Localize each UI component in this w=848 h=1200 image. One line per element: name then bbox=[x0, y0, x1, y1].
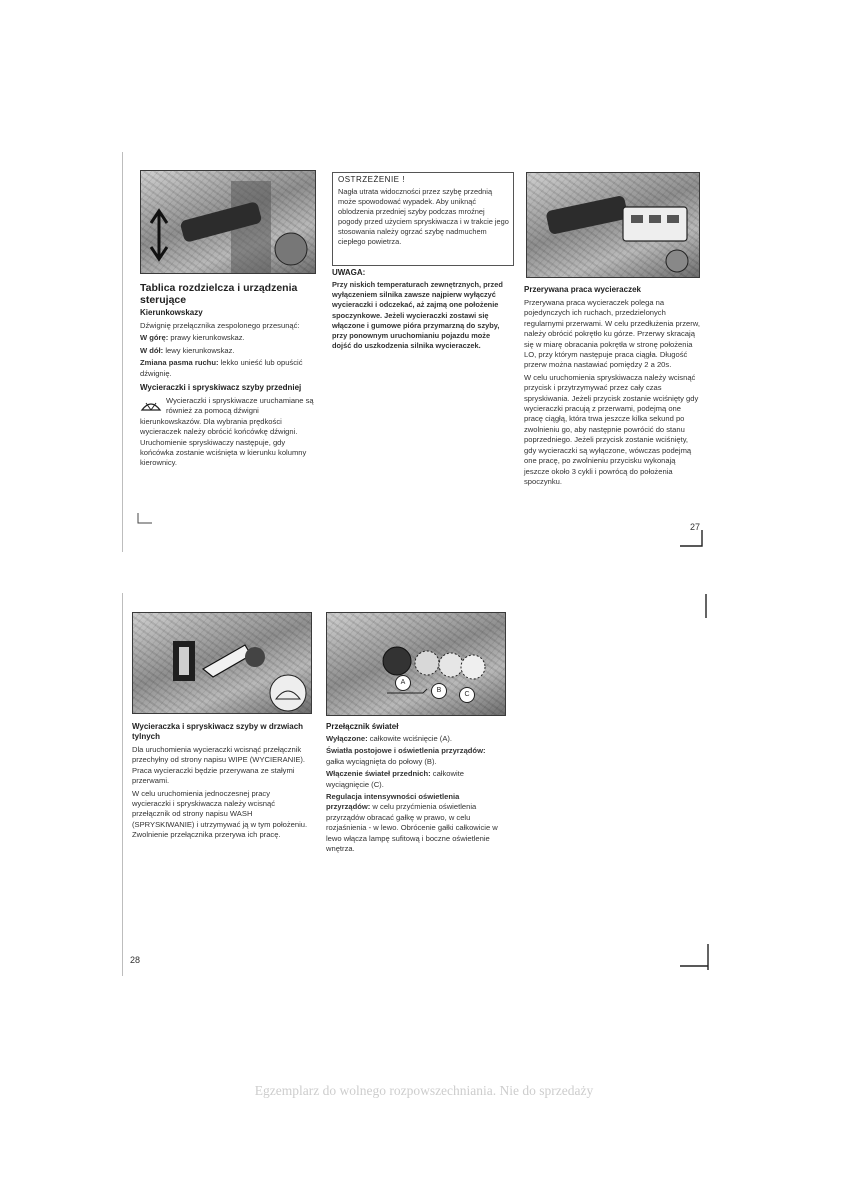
label-parking: Światła postojowe i oświetlenia przyrządów: bbox=[326, 746, 486, 756]
paragraph-off bbox=[326, 734, 504, 744]
paragraph-lane-change bbox=[140, 358, 318, 379]
text-off: całkowite wciśnięcie (A). bbox=[367, 734, 453, 743]
text-headlights: całkowite wyciągnięcie (C). bbox=[326, 769, 464, 789]
label-off: Wyłączone: bbox=[326, 734, 368, 743]
warning-title: OSTRZEŻENIE ! bbox=[338, 175, 405, 184]
text-up: prawy kierunkowskaz. bbox=[168, 333, 245, 343]
section-title-intermittent: Przerywana praca wycieraczek bbox=[524, 285, 641, 294]
bottom-col2 bbox=[326, 722, 504, 856]
photo-rear-switch-drawing bbox=[133, 613, 311, 713]
text-lane-change: lekko unieść lub opuścić dźwignię. bbox=[140, 358, 303, 378]
paragraph-intermittent: Przerywana praca wycieraczek polega na pojedynczych ich ruchach, przedzielonych regularnymi przerwami. W celu przedłużenia przerw, należy obrócić pokrętło ku górze. Przerwy skracają się w miarę obracania pokrętła w stronę położenia LO, przy którym następuje praca ciągła. Długość przerw można nastawiać pomiędzy 2 a 20s. bbox=[524, 298, 700, 370]
photo-turn-signal-stalk bbox=[140, 170, 316, 274]
text-parking: gałka wyciągnięta do połowy (B). bbox=[326, 756, 437, 766]
section-title-rear-wiper: Wycieraczka i spryskiwacz szyby w drzwiach tylnych bbox=[132, 722, 304, 741]
section-title-dashboard: Tablica rozdzielcza i urządzenia sterujące bbox=[140, 282, 298, 306]
top-col3 bbox=[524, 285, 700, 489]
photo-light-switch-drawing bbox=[327, 613, 505, 715]
text-front-wipers: Wycieraczki i spryskiwacze uruchamiane są również za pomocą dźwigni kierunkowskazów. Dla wybrania prędkości wycieraczek należy obrócić końcówkę dźwigni. Uruchomienie spryskiwaczy następuje, gdy końcówka zostanie wciśnięta w kierunku kolumny kierownicy. bbox=[140, 396, 314, 468]
photo-stalk-drawing bbox=[141, 171, 315, 273]
paragraph-dimmer bbox=[326, 792, 504, 854]
section-title-light-switch: Przełącznik świateł bbox=[326, 722, 399, 731]
callout-a: A bbox=[395, 675, 411, 691]
corner-mark-bottom-top-right bbox=[700, 592, 720, 620]
windshield-wiper-icon bbox=[140, 397, 162, 413]
photo-wiper-stalk bbox=[526, 172, 700, 278]
photo-light-switch bbox=[326, 612, 506, 716]
label-headlights: Włączenie świateł przednich: bbox=[326, 769, 431, 779]
note-text: Przy niskich temperaturach zewnętrznych, przed wyłączeniem silnika zawsze najpierw wyłączyć wycieraczki i odczekać, aż zajmą one położenie spoczynkowe. Jeżeli wycieraczki zostawi się włączone i gumowe pióra przymarzną do szyby, przy ponownym uruchomianiu pojazdu może dojść do uszkodzenia silnika wycieraczek. bbox=[332, 280, 503, 351]
paragraph-rear-wash: W celu uruchomienia jednoczesnej pracy wycieraczki i spryskiwacza należy wcisnąć przełącznik od strony napisu WASH (SPRYSKIWANIE) i utrzymywać ją w tym położeniu. Zwolnienie przełącznika przerywa ich pracę. bbox=[132, 788, 308, 840]
subtitle-front-wipers: Wycieraczki i spryskiwacz szyby przedniej bbox=[140, 383, 302, 393]
label-down: W dół: bbox=[140, 345, 164, 355]
paragraph-washer: W celu uruchomienia spryskiwacza należy wcisnąć przycisk i przytrzymywać przez cały czas spryskiwania. Jeżeli przycisk zostanie wciśnięty gdy wycieraczki pracują z przerwami, podejmą one pracę ciągłą, która trwa jeszcze kilka sekund po zwolnieniu go, aby następnie powrócić do stanu poprzedniego. Jeżeli przycisk zostanie wciśnięty, gdy wycieraczki są wyłączone, wówczas podejmą one pracę, po zwolnieniu przycisku wykonają jeszcze około 3 cykli i powrócą do położenia spoczynku. bbox=[524, 372, 699, 486]
paragraph-down bbox=[140, 346, 318, 356]
text-dimmer: w celu przyćmienia oświetlenia przyrządów obracać gałkę w prawo, w celu rozjaśnienia - w lewo. Obrócenie gałki całkowicie w lewo włącza lampę sufitową i boczne oświetlenie wnętrza. bbox=[326, 802, 498, 854]
photo-wiper-drawing bbox=[527, 173, 699, 277]
callout-c: C bbox=[459, 687, 475, 703]
top-scan-left-edge bbox=[122, 152, 123, 552]
label-lane-change: Zmiana pasma ruchu: bbox=[140, 358, 219, 368]
paragraph-rear-wipe: Dla uruchomienia wycieraczki wcisnąć przełącznik przechyłny od strony napisu WIPE (WYCIERANIE). Praca wycieraczki będzie przerywana ze stałymi przerwami. bbox=[132, 745, 306, 786]
bottom-col1 bbox=[132, 722, 310, 843]
paragraph-front-wipers bbox=[140, 396, 318, 469]
note-title: UWAGA: bbox=[332, 268, 366, 277]
footer-notice: Egzemplarz do wolnego rozpowszechniania. Nie do sprzedaży bbox=[254, 1083, 594, 1098]
paragraph-parking bbox=[326, 746, 504, 767]
corner-mark-top-left bbox=[136, 513, 156, 527]
paragraph-headlights bbox=[326, 769, 504, 790]
label-up: W górę: bbox=[140, 333, 169, 343]
paragraph-stalk-move: Dźwignię przełącznika zespolonego przesunąć: bbox=[140, 321, 300, 330]
warning-text: Nagła utrata widoczności przez szybę przednią może spowodować wypadek. Aby uniknąć oblodzenia przedniej szyby podczas mroźnej pogody przed użyciem spryskiwacza i w trakcie jego stosowania należy ogrzać szybę nadmuchem ciepłego powietrza. bbox=[338, 187, 509, 246]
bottom-scan-left-edge bbox=[122, 593, 123, 976]
corner-mark-bottom-right bbox=[678, 940, 712, 974]
page-number-bottom: 28 bbox=[130, 955, 141, 965]
label-dimmer: Regulacja intensywności oświetlenia przyrządów: bbox=[326, 792, 460, 812]
corner-mark-top-right bbox=[678, 528, 708, 552]
paragraph-up bbox=[140, 333, 318, 343]
top-col2-note bbox=[332, 268, 510, 353]
callout-b: B bbox=[431, 683, 447, 699]
text-down: lewy kierunkowskaz. bbox=[163, 345, 235, 355]
top-col2 bbox=[338, 175, 510, 249]
photo-rear-wiper-switch bbox=[132, 612, 312, 714]
page-number-top: 27 bbox=[690, 522, 701, 532]
top-col1 bbox=[140, 282, 318, 471]
subtitle-turn-signals: Kierunkowskazy bbox=[140, 308, 203, 317]
